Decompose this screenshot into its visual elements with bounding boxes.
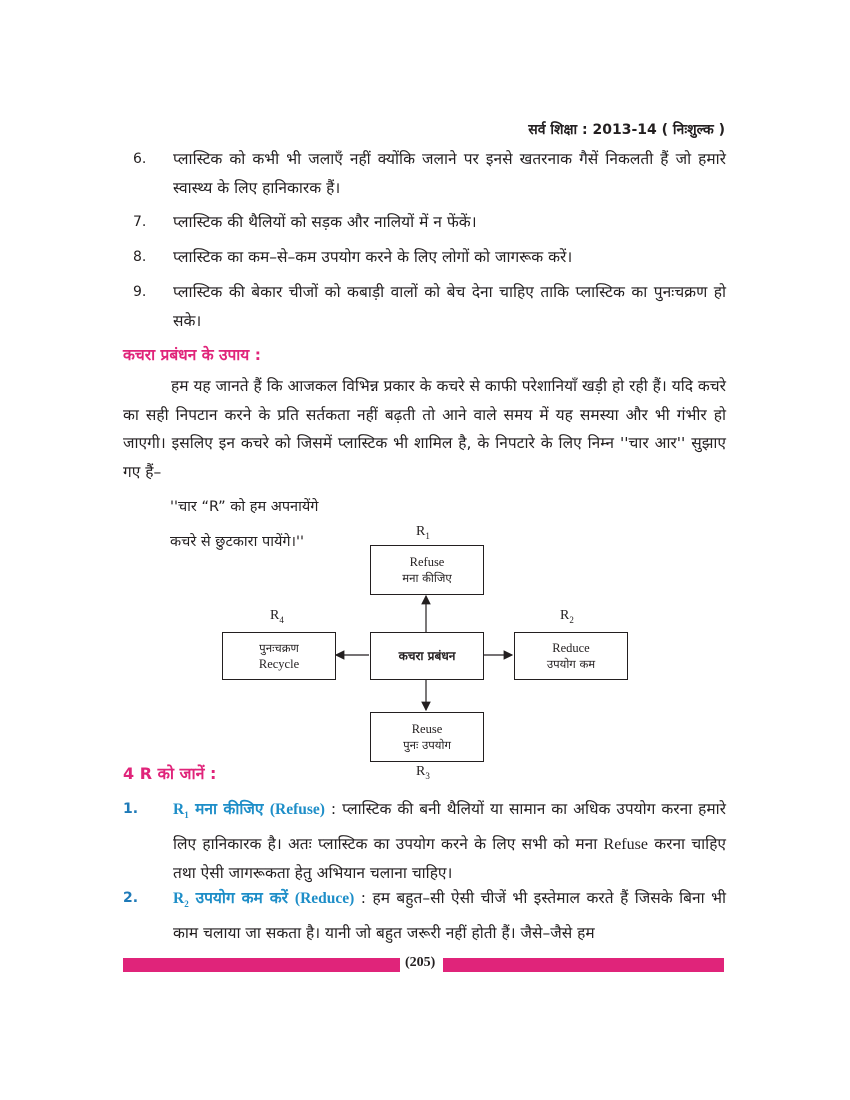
list-text: प्लास्टिक की थैलियों को सड़क और नालियों में न फेंकें। — [173, 213, 477, 231]
r-item-refuse: 1. $R_1$ मना कीजिए (Refuse) : प्लास्टिक की बनी थैलियों या सामान का अधिक उपयोग करना हमारे लिए हानिकारक है। अतः प्लास्टिक का उपयोग करने के लिए सभी को मना Refuse करना चाहिए तथा ऐसी जागरूकता हेतु अभियान चलाना चाहिए। — [173, 795, 726, 888]
refuse-en: Refuse — [409, 555, 445, 569]
center-label: कचरा प्रबंधन — [398, 649, 456, 663]
quote-line-1: ''चार “R” को हम अपनायेंगे — [170, 499, 319, 515]
section2-heading: 4 R को जानें : — [123, 764, 217, 783]
reduce-en: Reduce — [552, 641, 590, 655]
list-text: प्लास्टिक को कभी भी जलाएँ नहीं क्योंकि जलाने पर इनसे खतरनाक गैसें निकलती हैं जो हमारे स्वास्थ्य के लिए हानिकारक हैं। — [173, 150, 726, 197]
item-title: $R_2$ उपयोग कम करें (Reduce) — [173, 889, 355, 910]
list-number: 9. — [133, 284, 147, 300]
r3-label: $R_3$ — [416, 764, 430, 781]
list-text: प्लास्टिक की बेकार चीजों को कबाड़ी वालों को बेच देना चाहिए ताकि प्लास्टिक का पुनःचक्रण हो सके। — [173, 283, 726, 330]
list-number: 1. — [123, 801, 139, 817]
item-title: $R_1$ मना कीजिए (Refuse) — [173, 800, 325, 821]
item-text: हम बहुत–सी ऐसी चीजें भी इस्तेमाल करते हैं जिसके बिना भी काम चलाया जा सकता है। यानी जो बहुत जरूरी नहीं होती हैं। जैसे–जैसे हम — [173, 889, 726, 943]
center-box — [370, 632, 484, 680]
list-number: 7. — [133, 214, 147, 230]
r2-label: $R_2$ — [560, 608, 574, 625]
paragraph-text: हम यह जानते हैं कि आजकल विभिन्न प्रकार के कचरे से काफी परेशानियाँ खड़ी हो रही हैं। यदि कचरे का सही निपटान करने के प्रति सर्तकता नहीं बढ़ती तो आने वाले समय में यह समस्या और भी गंभीर हो जाएगी। इसलिए इन कचरे को जिसमें प्लास्टिक भी शामिल है, के निपटारे के लिए निम्न ''चार आर'' सुझाए गए हैं– — [123, 377, 726, 481]
reduce-box — [514, 632, 628, 680]
quote-line-2: कचरे से छुटकारा पायेंगे।'' — [170, 534, 304, 550]
footer-bar-right — [443, 958, 724, 972]
page-header: सर्व शिक्षा : 2013-14 ( निःशुल्क ) — [528, 122, 725, 138]
footer-bar-left — [123, 958, 400, 972]
item-text: प्लास्टिक की बनी थैलियों या सामान का अधिक उपयोग करना हमारे लिए हानिकारक है। अतः प्लास्टिक का उपयोग करने के लिए सभी को मना — [173, 800, 727, 854]
page-number: (205) — [405, 955, 436, 970]
refuse-box — [370, 545, 484, 595]
recycle-en: Recycle — [258, 657, 300, 671]
list-number: 6. — [133, 151, 147, 167]
reuse-hi: पुनः उपयोग — [403, 738, 451, 752]
refuse-hi: मना कीजिए — [402, 571, 452, 585]
r1-label: $R_1$ — [416, 524, 430, 541]
reduce-hi: उपयोग कम — [546, 657, 596, 671]
recycle-hi: पुनःचक्रण — [259, 641, 299, 655]
reuse-box — [370, 712, 484, 762]
list-number: 8. — [133, 249, 147, 265]
r4-label: $R_4$ — [270, 608, 284, 625]
list-text: प्लास्टिक का कम–से–कम उपयोग करने के लिए लोगों को जागरूक करें। — [173, 248, 573, 266]
r-item-reduce: 2. $R_2$ उपयोग कम करें (Reduce) : हम बहुत–सी ऐसी चीजें भी इस्तेमाल करते हैं जिसके बिना भी काम चलाया जा सकता है। यानी जो बहुत जरूरी नहीं होती हैं। जैसे–जैसे हम — [173, 884, 726, 948]
reuse-en: Reuse — [411, 722, 443, 736]
section-heading: कचरा प्रबंधन के उपाय : — [123, 346, 261, 364]
list-number: 2. — [123, 890, 139, 906]
recycle-box — [222, 632, 336, 680]
